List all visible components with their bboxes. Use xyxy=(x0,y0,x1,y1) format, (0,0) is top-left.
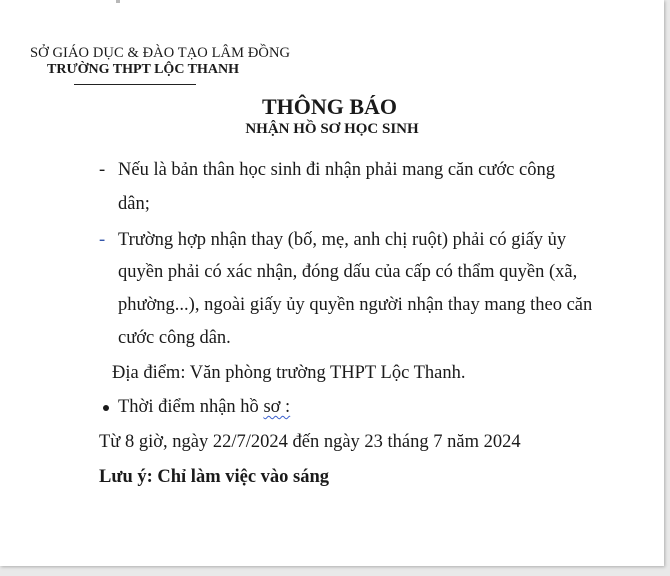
page-top-marker xyxy=(116,0,120,3)
notice-title xyxy=(0,94,664,120)
item2-line4: cước công dân. xyxy=(118,328,231,348)
item1-line2: dân; xyxy=(118,194,150,214)
item2-line2: quyền phải có xác nhận, đóng dấu của cấp có thẩm quyền (xã, xyxy=(118,262,578,282)
school-name: TRƯỜNG THPT LỘC THANH xyxy=(47,62,240,77)
item1-line1: Nếu là bản thân học sinh đi nhận phải mang căn cước công xyxy=(118,160,555,180)
item1-dash: - xyxy=(99,160,106,180)
item2-line3: phường...), ngoài giấy ủy quyền người nhận thay mang theo căn xyxy=(118,295,593,315)
org-name: SỞ GIÁO DỤC & ĐÀO TẠO LÂM ĐỒNG xyxy=(30,45,291,61)
time-label-text: Thời điểm nhận hồ xyxy=(118,397,264,417)
note-line: Lưu ý: Chỉ làm việc vào sáng xyxy=(99,467,330,487)
location-line: Địa điểm: Văn phòng trường THPT Lộc Thanh. xyxy=(112,363,466,383)
item2-dash: - xyxy=(99,230,106,250)
bullet-icon xyxy=(103,405,109,411)
notice-title-text: THÔNG BÁO xyxy=(261,94,398,119)
time-label xyxy=(118,397,290,418)
header-underline xyxy=(74,84,196,85)
notice-subtitle: NHẬN HỒ SƠ HỌC SINH xyxy=(245,121,419,137)
item2-line1: Trường hợp nhận thay (bố, mẹ, anh chị ruột) phải có giấy ủy xyxy=(118,230,567,250)
time-value: Từ 8 giờ, ngày 22/7/2024 đến ngày 23 tháng 7 năm 2024 xyxy=(99,432,521,452)
time-label-spellcheck: sơ : xyxy=(263,397,291,417)
